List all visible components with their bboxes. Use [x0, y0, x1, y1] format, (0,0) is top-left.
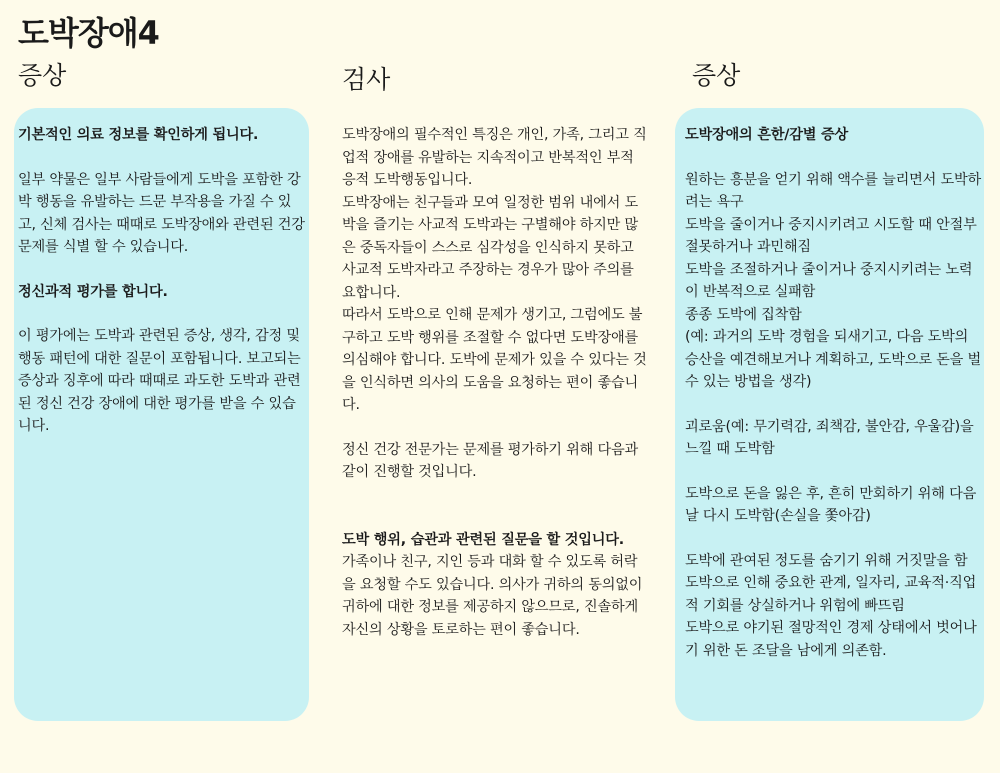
symptom-item-detail: (예: 과거의 도박 경험을 되새기고, 다음 도박의 승산을 예견해보거나 계획하고, 도박으로 돈을 벌 수 있는 방법을 생각) — [685, 329, 981, 390]
common-symptoms-card — [675, 108, 984, 721]
symptom-item: 도박으로 인해 중요한 관계, 일자리, 교육적·직업적 기회를 상실하거나 위험에 빠뜨림 — [685, 575, 977, 614]
exam-paragraph-4: 정신 건강 전문가는 문제를 평가하기 위해 다음과 같이 진행할 것입니다. — [342, 441, 638, 480]
symptom-item: 종종 도박에 집착함 — [685, 306, 802, 323]
medical-info-card — [14, 108, 309, 721]
exam-paragraph-2: 도박장애는 친구들과 모여 일정한 범위 내에서 도박을 즐기는 사교적 도박과는 구별해야 하지만 많은 중독자들이 스스로 심각성을 인식하지 못하고 사교적 도박자라고 주장하는 경우가 많아 주의를 요합니다. — [342, 194, 638, 301]
symptom-item: 도박에 관여된 정도를 숨기기 위해 거짓말을 함 — [685, 552, 968, 569]
medical-info-title: 기본적인 의료 정보를 확인하게 됩니다. — [18, 127, 259, 143]
symptom-item: 도박으로 야기된 절망적인 경제 상태에서 벗어나기 위한 돈 조달을 남에게 의존함. — [685, 620, 977, 659]
psychiatric-eval-title: 정신과적 평가를 합니다. — [18, 283, 168, 300]
exam-questions-title: 도박 행위, 습관과 관련된 질문을 할 것입니다. — [342, 531, 624, 548]
symptoms-heading-left: 증상 — [18, 61, 67, 90]
page-title: 도박장애4 — [18, 14, 159, 52]
symptoms-heading-right: 증상 — [692, 61, 741, 90]
examination-heading: 검사 — [342, 65, 391, 94]
symptom-item: 원하는 흥분을 얻기 위해 액수를 늘리면서 도박하려는 욕구 — [685, 171, 981, 210]
examination-column — [342, 124, 647, 641]
exam-paragraph-3: 따라서 도박으로 인해 문제가 생기고, 그럼에도 불구하고 도박 행위를 조절할 수 없다면 도박장애를 의심해야 합니다. 도박에 문제가 있을 수 있다는 것을 인식하면 의사의 도움을 요청하는 편이 좋습니다. — [342, 307, 647, 413]
symptom-item: 도박을 조절하거나 줄이거나 중지시키려는 노력이 반복적으로 실패함 — [685, 261, 973, 300]
medical-info-body: 일부 약물은 일부 사람들에게 도박을 포함한 강박 행동을 유발하는 드문 부작용을 가질 수 있고, 신체 검사는 때때로 도박장애와 관련된 건강 문제를 식별 할 수 있습니다. — [18, 171, 305, 255]
common-symptoms-title: 도박장애의 흔한/감별 증상 — [685, 127, 849, 143]
symptom-item: 도박을 줄이거나 중지시키려고 시도할 때 안절부절못하거나 과민해짐 — [685, 216, 977, 255]
psychiatric-eval-body: 이 평가에는 도박과 관련된 증상, 생각, 감정 및 행동 패턴에 대한 질문이 포함됩니다. 보고되는 증상과 징후에 따라 때때로 과도한 도박과 관련된 정신 건강 장애에 대한 평가를 받을 수 있습니다. — [18, 328, 301, 434]
symptom-item: 도박으로 돈을 잃은 후, 흔히 만회하기 위해 다음날 다시 도박함(손실을 쫓아감) — [685, 485, 977, 524]
symptom-item: 괴로움(예: 무기력감, 죄책감, 불안감, 우울감)을 느낄 때 도박함 — [685, 418, 974, 457]
exam-questions-body: 가족이나 친구, 지인 등과 대화 할 수 있도록 허락을 요청할 수도 있습니다. 의사가 귀하의 동의없이 귀하에 대한 정보를 제공하지 않으므로, 진솔하게 자신의 상황을 토로하는 편이 좋습니다. — [342, 554, 643, 638]
exam-paragraph-1: 도박장애의 필수적인 특징은 개인, 가족, 그리고 직업적 장애를 유발하는 지속적이고 반복적인 부적응적 도박행동입니다. — [342, 127, 647, 188]
